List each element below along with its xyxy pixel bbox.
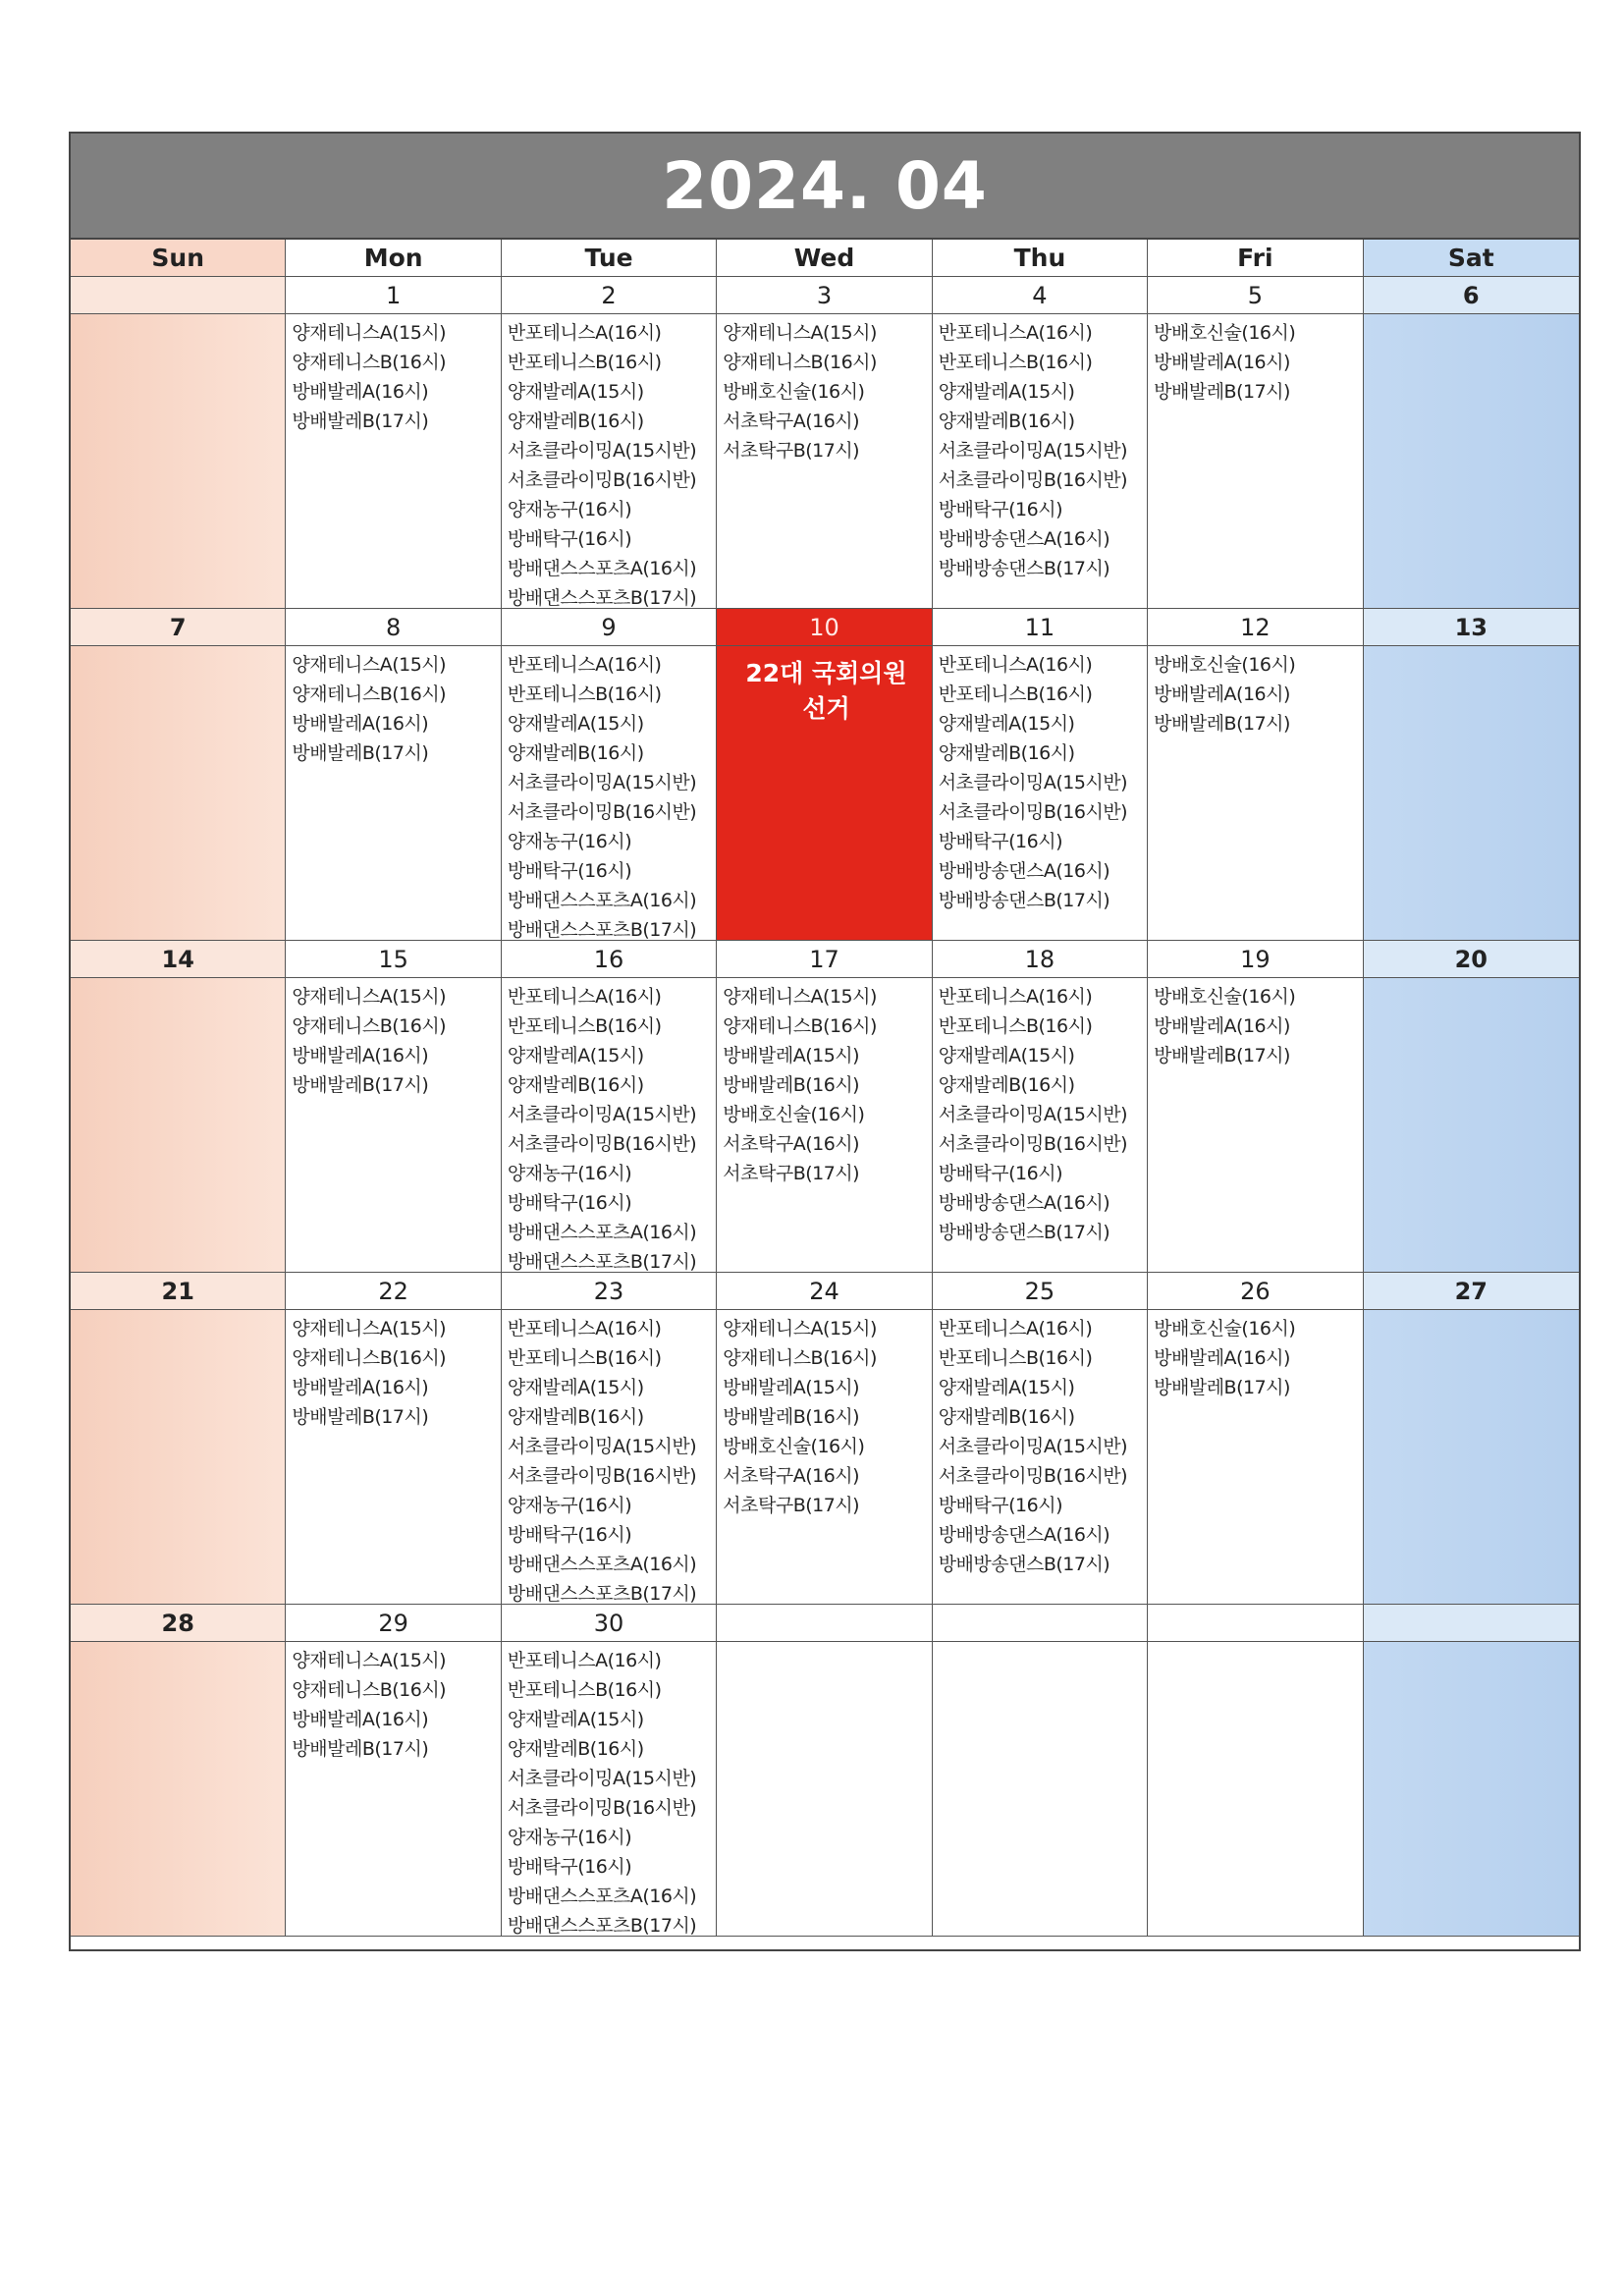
event-item: 양재발레B(16시) (938, 1406, 1075, 1428)
event-item: 방배발레A(16시) (1154, 352, 1290, 373)
day-cell (71, 646, 286, 941)
event-item: 방배댄스스포츠B(17시) (507, 1251, 697, 1273)
event-item: 양재발레B(16시) (938, 410, 1075, 432)
event-item: 양재테니스A(15시) (723, 322, 877, 344)
event-item: 방배방송댄스A(16시) (938, 860, 1110, 882)
event-item: 방배댄스스포츠A(16시) (507, 890, 697, 911)
day-number (717, 1605, 932, 1642)
event-item: 방배탁구(16시) (938, 1495, 1062, 1516)
event-item: 방배발레A(16시) (292, 1709, 429, 1730)
event-item: 양재테니스B(16시) (292, 1347, 447, 1369)
event-item: 방배호신술(16시) (723, 381, 865, 403)
event-item: 반포테니스B(16시) (938, 1015, 1093, 1037)
event-item: 방배방송댄스A(16시) (938, 528, 1110, 550)
event-item: 양재테니스A(15시) (292, 322, 447, 344)
day-cell (717, 1310, 932, 1605)
event-item: 양재농구(16시) (507, 1827, 632, 1848)
day-cell (286, 978, 501, 1273)
event-item: 반포테니스B(16시) (507, 1347, 662, 1369)
event-item: 반포테니스A(16시) (938, 654, 1093, 676)
day-cell (933, 978, 1148, 1273)
event-item: 양재테니스B(16시) (292, 352, 447, 373)
event-item: 양재테니스B(16시) (292, 683, 447, 705)
event-item: 서초클라이밍A(15시반) (507, 1104, 697, 1125)
day-cell (286, 1642, 501, 1937)
calendar (69, 132, 1581, 1951)
day-number: 29 (286, 1605, 501, 1642)
event-item: 양재테니스B(16시) (723, 1015, 877, 1037)
event-item: 방배탁구(16시) (507, 528, 632, 550)
holiday-cell (717, 646, 932, 941)
event-item: 반포테니스B(16시) (507, 683, 662, 705)
day-number: 30 (502, 1605, 717, 1642)
event-item: 방배발레B(17시) (1154, 381, 1290, 403)
event-item: 서초클라이밍B(16시반) (507, 1797, 697, 1819)
event-item: 서초클라이밍A(15시반) (938, 1104, 1128, 1125)
event-item: 양재테니스B(16시) (292, 1679, 447, 1701)
weekday-header: Thu (933, 240, 1148, 277)
day-cell (933, 314, 1148, 609)
day-cell (1364, 978, 1579, 1273)
event-item: 방배댄스스포츠B(17시) (507, 1915, 697, 1937)
event-item: 방배발레B(16시) (723, 1074, 860, 1096)
event-item: 반포테니스A(16시) (938, 986, 1093, 1008)
event-item: 양재발레A(15시) (938, 1045, 1075, 1066)
event-item: 양재테니스A(15시) (292, 1650, 447, 1671)
event-item: 방배탁구(16시) (938, 499, 1062, 520)
event-item: 방배발레A(16시) (292, 1045, 429, 1066)
day-number: 25 (933, 1273, 1148, 1310)
event-item: 방배발레A(16시) (1154, 1347, 1290, 1369)
day-number: 27 (1364, 1273, 1579, 1310)
day-cell (717, 1642, 932, 1937)
event-item: 서초클라이밍A(15시반) (507, 1768, 697, 1789)
event-item: 양재발레B(16시) (507, 1074, 644, 1096)
event-item: 방배호신술(16시) (723, 1104, 865, 1125)
day-cell (717, 314, 932, 609)
event-item: 서초클라이밍A(15시반) (507, 1436, 697, 1457)
event-item: 양재테니스B(16시) (723, 352, 877, 373)
event-item: 반포테니스B(16시) (938, 683, 1093, 705)
event-item: 서초탁구B(17시) (723, 1495, 860, 1516)
holiday-label: 22대 국회의원 선거 (745, 659, 907, 723)
day-cell (1148, 978, 1363, 1273)
event-item: 반포테니스A(16시) (938, 322, 1093, 344)
event-item: 양재발레B(16시) (507, 1738, 644, 1760)
event-item: 양재농구(16시) (507, 1495, 632, 1516)
weekday-header: Sun (71, 240, 286, 277)
event-item: 방배호신술(16시) (1154, 1318, 1296, 1339)
day-cell (1364, 1642, 1579, 1937)
day-cell (1364, 1310, 1579, 1605)
day-number: 17 (717, 941, 932, 978)
event-item: 반포테니스A(16시) (507, 986, 662, 1008)
event-item: 서초클라이밍B(16시반) (938, 469, 1128, 491)
day-cell (1148, 1310, 1363, 1605)
event-item: 양재발레A(15시) (507, 381, 644, 403)
day-cell (502, 1310, 717, 1605)
day-number: 13 (1364, 609, 1579, 646)
calendar-title: 2024. 04 (662, 147, 988, 224)
event-item: 방배발레A(16시) (292, 1377, 429, 1398)
day-cell (71, 314, 286, 609)
event-item: 서초탁구A(16시) (723, 410, 860, 432)
day-number: 21 (71, 1273, 286, 1310)
event-item: 서초탁구A(16시) (723, 1465, 860, 1487)
event-item: 방배발레A(16시) (292, 713, 429, 735)
day-cell (1364, 314, 1579, 609)
day-cell (502, 1642, 717, 1937)
event-item: 서초클라이밍B(16시반) (938, 1465, 1128, 1487)
day-number: 18 (933, 941, 1148, 978)
day-number: 8 (286, 609, 501, 646)
event-item: 반포테니스B(16시) (938, 1347, 1093, 1369)
event-item: 방배호신술(16시) (1154, 986, 1296, 1008)
event-item: 방배발레B(17시) (292, 1074, 429, 1096)
event-item: 반포테니스B(16시) (507, 352, 662, 373)
event-item: 방배방송댄스B(17시) (938, 890, 1110, 911)
day-cell (933, 1310, 1148, 1605)
calendar-header (71, 134, 1579, 240)
event-item: 양재발레B(16시) (507, 742, 644, 764)
day-number: 3 (717, 277, 932, 314)
day-cell (286, 1310, 501, 1605)
day-cell (71, 978, 286, 1273)
day-number: 14 (71, 941, 286, 978)
day-cell (1148, 1642, 1363, 1937)
day-cell (71, 1642, 286, 1937)
event-item: 서초클라이밍B(16시반) (507, 1133, 697, 1155)
day-cell (933, 1642, 1148, 1937)
event-item: 반포테니스A(16시) (507, 654, 662, 676)
event-item: 서초클라이밍A(15시반) (507, 440, 697, 462)
event-item: 방배호신술(16시) (723, 1436, 865, 1457)
event-item: 서초클라이밍A(15시반) (507, 772, 697, 793)
event-item: 방배발레A(16시) (1154, 1015, 1290, 1037)
event-item: 방배탁구(16시) (507, 860, 632, 882)
event-item: 방배발레A(16시) (1154, 683, 1290, 705)
event-item: 양재발레A(15시) (507, 1045, 644, 1066)
day-number (933, 1605, 1148, 1642)
event-item: 양재발레A(15시) (938, 1377, 1075, 1398)
event-item: 양재발레A(15시) (507, 713, 644, 735)
event-item: 방배댄스스포츠A(16시) (507, 1886, 697, 1907)
event-item: 양재발레B(16시) (507, 1406, 644, 1428)
event-item: 방배탁구(16시) (507, 1192, 632, 1214)
day-cell (933, 646, 1148, 941)
event-item: 양재테니스B(16시) (292, 1015, 447, 1037)
day-number: 4 (933, 277, 1148, 314)
day-number: 5 (1148, 277, 1363, 314)
event-item: 반포테니스B(16시) (507, 1679, 662, 1701)
event-item: 서초클라이밍B(16시반) (507, 469, 697, 491)
day-number: 6 (1364, 277, 1579, 314)
day-number: 20 (1364, 941, 1579, 978)
event-item: 양재농구(16시) (507, 499, 632, 520)
event-item: 방배탁구(16시) (507, 1524, 632, 1546)
weekday-header: Fri (1148, 240, 1363, 277)
event-item: 방배탁구(16시) (938, 831, 1062, 852)
day-number: 22 (286, 1273, 501, 1310)
event-item: 방배댄스스포츠B(17시) (507, 1583, 697, 1605)
day-number: 24 (717, 1273, 932, 1310)
day-number (1148, 1605, 1363, 1642)
day-number (1364, 1605, 1579, 1642)
event-item: 반포테니스B(16시) (938, 352, 1093, 373)
event-item: 방배발레B(17시) (292, 742, 429, 764)
event-item: 양재발레B(16시) (938, 1074, 1075, 1096)
event-item: 방배발레B(17시) (1154, 1377, 1290, 1398)
event-item: 반포테니스A(16시) (938, 1318, 1093, 1339)
day-number: 10 (717, 609, 932, 646)
event-item: 서초클라이밍B(16시반) (938, 801, 1128, 823)
day-number: 9 (502, 609, 717, 646)
event-item: 양재발레A(15시) (938, 381, 1075, 403)
event-item: 서초클라이밍A(15시반) (938, 1436, 1128, 1457)
event-item: 방배탁구(16시) (938, 1163, 1062, 1184)
event-item: 서초클라이밍B(16시반) (507, 801, 697, 823)
event-item: 양재농구(16시) (507, 1163, 632, 1184)
day-number: 16 (502, 941, 717, 978)
day-cell (1364, 646, 1579, 941)
day-number (71, 277, 286, 314)
event-item: 양재테니스A(15시) (292, 1318, 447, 1339)
event-item: 방배방송댄스B(17시) (938, 1222, 1110, 1243)
day-number: 19 (1148, 941, 1363, 978)
event-item: 서초클라이밍B(16시반) (507, 1465, 697, 1487)
event-item: 방배발레B(17시) (292, 1738, 429, 1760)
event-item: 방배발레A(15시) (723, 1377, 860, 1398)
event-item: 방배발레B(17시) (1154, 1045, 1290, 1066)
event-item: 반포테니스A(16시) (507, 1650, 662, 1671)
event-item: 양재농구(16시) (507, 831, 632, 852)
event-item: 방배발레B(17시) (1154, 713, 1290, 735)
day-cell (502, 646, 717, 941)
day-number: 7 (71, 609, 286, 646)
event-item: 방배방송댄스A(16시) (938, 1192, 1110, 1214)
day-cell (71, 1310, 286, 1605)
day-number: 1 (286, 277, 501, 314)
event-item: 방배탁구(16시) (507, 1856, 632, 1878)
day-number: 12 (1148, 609, 1363, 646)
day-number: 23 (502, 1273, 717, 1310)
event-item: 양재테니스A(15시) (292, 654, 447, 676)
day-cell (286, 314, 501, 609)
event-item: 양재테니스A(15시) (723, 1318, 877, 1339)
event-item: 반포테니스A(16시) (507, 1318, 662, 1339)
event-item: 방배호신술(16시) (1154, 654, 1296, 676)
weekday-header: Wed (717, 240, 932, 277)
day-cell (1148, 646, 1363, 941)
event-item: 양재발레A(15시) (938, 713, 1075, 735)
event-item: 양재테니스A(15시) (723, 986, 877, 1008)
day-cell (1148, 314, 1363, 609)
event-item: 양재발레B(16시) (938, 742, 1075, 764)
event-item: 반포테니스A(16시) (507, 322, 662, 344)
weekday-header: Sat (1364, 240, 1579, 277)
event-item: 방배발레A(16시) (292, 381, 429, 403)
event-item: 서초클라이밍A(15시반) (938, 772, 1128, 793)
day-number: 28 (71, 1605, 286, 1642)
day-number: 2 (502, 277, 717, 314)
event-item: 서초클라이밍B(16시반) (938, 1133, 1128, 1155)
event-item: 서초클라이밍A(15시반) (938, 440, 1128, 462)
day-cell (717, 978, 932, 1273)
calendar-grid (71, 240, 1579, 1949)
event-item: 양재테니스B(16시) (723, 1347, 877, 1369)
event-item: 방배방송댄스B(17시) (938, 1554, 1110, 1575)
event-item: 방배댄스스포츠A(16시) (507, 1554, 697, 1575)
day-number: 11 (933, 609, 1148, 646)
weekday-header: Tue (502, 240, 717, 277)
day-cell (286, 646, 501, 941)
event-item: 서초탁구B(17시) (723, 1163, 860, 1184)
event-item: 양재발레A(15시) (507, 1709, 644, 1730)
event-item: 반포테니스B(16시) (507, 1015, 662, 1037)
day-number: 15 (286, 941, 501, 978)
event-item: 방배발레A(15시) (723, 1045, 860, 1066)
event-item: 방배발레B(17시) (292, 1406, 429, 1428)
event-item: 서초탁구A(16시) (723, 1133, 860, 1155)
event-item: 방배댄스스포츠A(16시) (507, 558, 697, 579)
event-item: 방배댄스스포츠A(16시) (507, 1222, 697, 1243)
event-item: 방배방송댄스B(17시) (938, 558, 1110, 579)
event-item: 방배댄스스포츠B(17시) (507, 587, 697, 609)
event-item: 방배발레B(17시) (292, 410, 429, 432)
day-cell (502, 314, 717, 609)
event-item: 방배방송댄스A(16시) (938, 1524, 1110, 1546)
event-item: 방배댄스스포츠B(17시) (507, 919, 697, 941)
event-item: 양재테니스A(15시) (292, 986, 447, 1008)
event-item: 양재발레B(16시) (507, 410, 644, 432)
event-item: 방배호신술(16시) (1154, 322, 1296, 344)
weekday-header: Mon (286, 240, 501, 277)
day-number: 26 (1148, 1273, 1363, 1310)
event-item: 방배발레B(16시) (723, 1406, 860, 1428)
day-cell (502, 978, 717, 1273)
event-item: 서초탁구B(17시) (723, 440, 860, 462)
event-item: 양재발레A(15시) (507, 1377, 644, 1398)
